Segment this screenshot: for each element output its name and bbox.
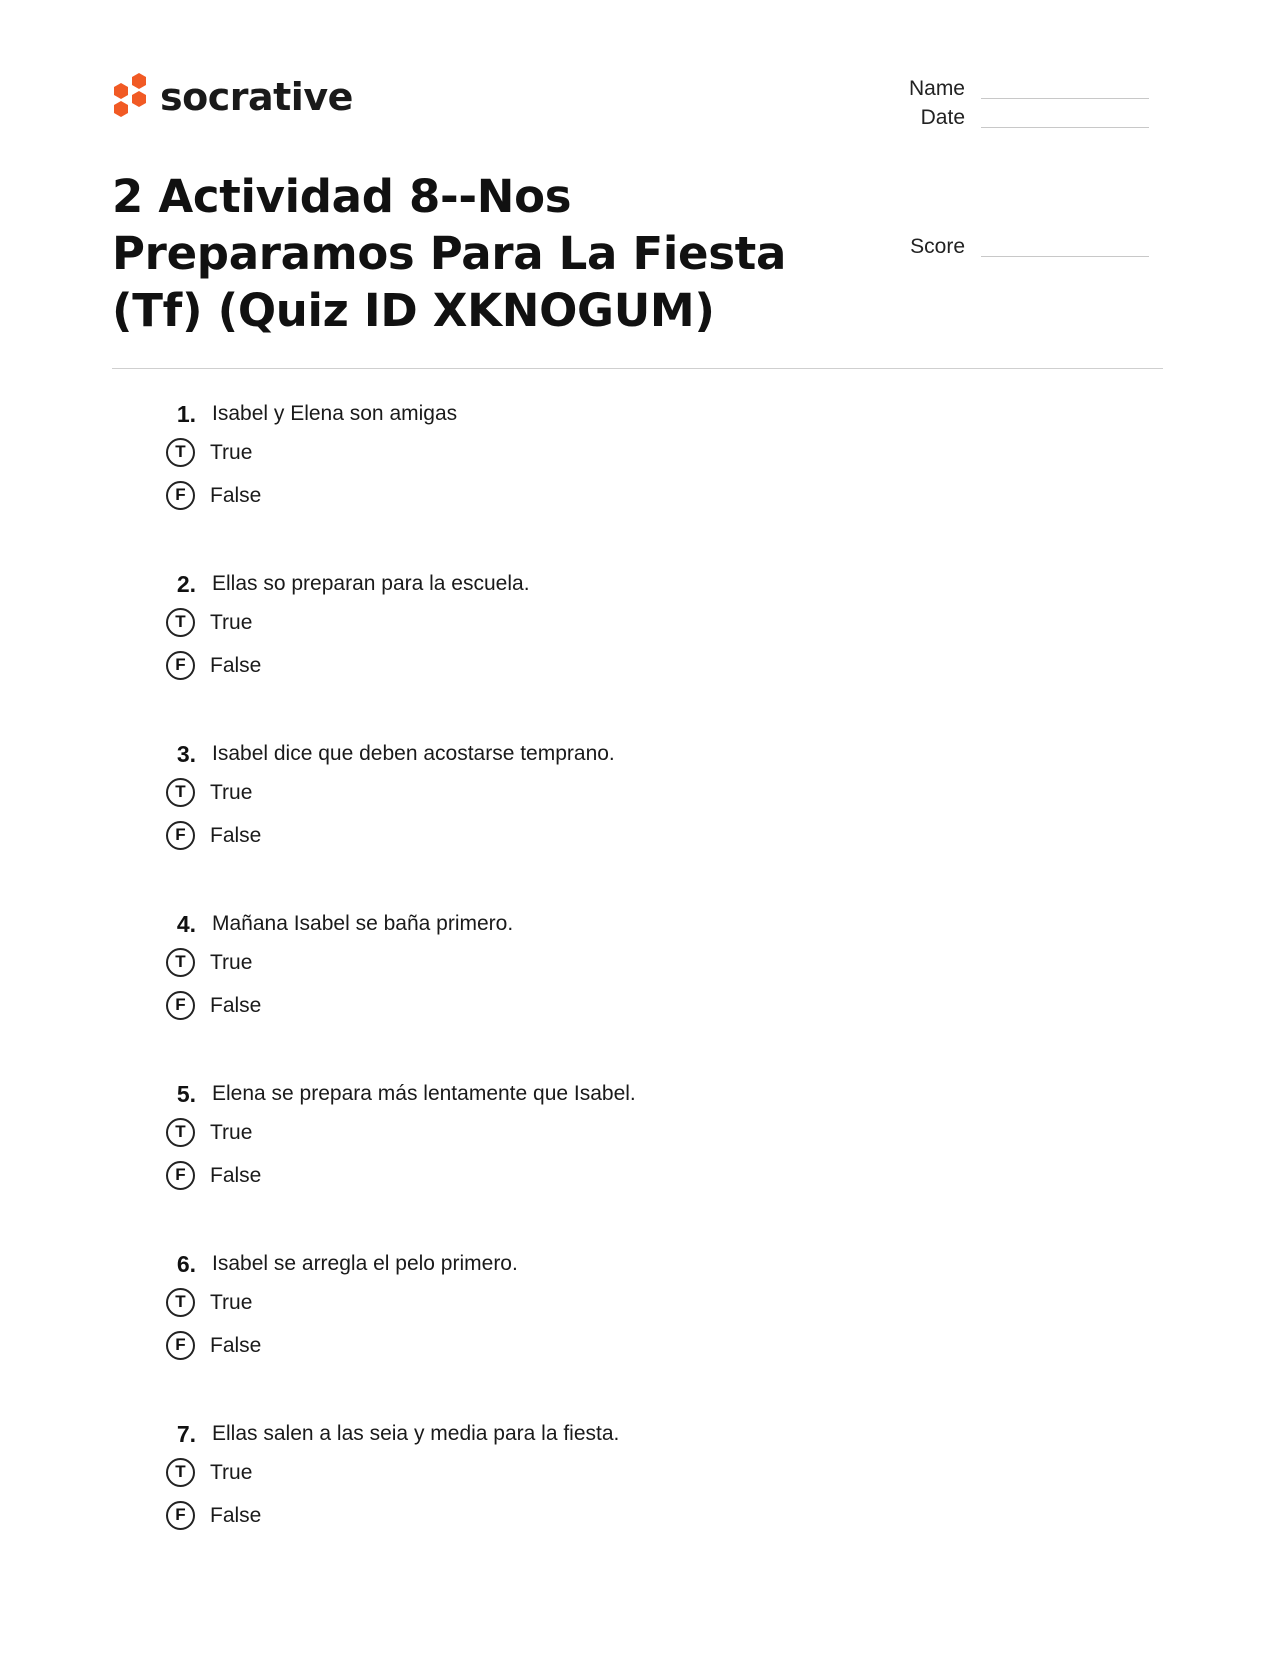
true-label: True <box>210 950 253 974</box>
false-bubble[interactable]: F <box>166 651 195 680</box>
false-label: False <box>210 653 262 677</box>
option-true[interactable] <box>166 1285 252 1319</box>
false-bubble[interactable]: F <box>166 1331 195 1360</box>
true-bubble[interactable]: T <box>166 948 195 977</box>
date-label: Date <box>920 106 965 129</box>
name-label: Name <box>908 77 965 100</box>
question-number: 2. <box>176 571 196 597</box>
false-label: False <box>210 1333 262 1357</box>
true-label: True <box>210 1120 253 1144</box>
option-true[interactable] <box>166 435 252 469</box>
false-bubble[interactable]: F <box>166 1161 195 1190</box>
true-label: True <box>210 1460 253 1484</box>
option-true[interactable] <box>166 605 252 639</box>
true-bubble[interactable]: T <box>166 1458 195 1487</box>
question-number: 7. <box>176 1421 196 1447</box>
option-false[interactable] <box>166 1328 261 1362</box>
true-label: True <box>210 440 253 464</box>
question-number: 4. <box>176 911 196 937</box>
true-bubble[interactable]: T <box>166 1118 195 1147</box>
false-label: False <box>210 483 262 507</box>
option-false[interactable] <box>166 1498 261 1532</box>
false-label: False <box>210 1503 262 1527</box>
false-bubble[interactable]: F <box>166 821 195 850</box>
question-text: Isabel dice que deben acostarse temprano. <box>212 742 615 765</box>
question-number: 1. <box>176 401 196 427</box>
option-true[interactable] <box>166 775 252 809</box>
true-bubble[interactable]: T <box>166 778 195 807</box>
question-text: Ellas so preparan para la escuela. <box>212 572 530 595</box>
option-false[interactable] <box>166 818 261 852</box>
question-text: Mañana Isabel se baña primero. <box>212 912 514 935</box>
question-text: Elena se prepara más lentamente que Isabel. <box>212 1082 636 1105</box>
option-false[interactable] <box>166 648 261 682</box>
option-false[interactable] <box>166 478 261 512</box>
false-bubble[interactable]: F <box>166 481 195 510</box>
false-label: False <box>210 1163 262 1187</box>
option-false[interactable] <box>166 988 261 1022</box>
option-true[interactable] <box>166 1455 252 1489</box>
false-bubble[interactable]: F <box>166 1501 195 1530</box>
brand-name: socrative <box>160 75 353 119</box>
question-text: Ellas salen a las seia y media para la fiesta. <box>212 1422 620 1445</box>
false-label: False <box>210 823 262 847</box>
score-label: Score <box>910 235 965 258</box>
question-number: 3. <box>176 741 196 767</box>
question-text: Isabel y Elena son amigas <box>212 402 458 425</box>
true-label: True <box>210 780 253 804</box>
true-bubble[interactable]: T <box>166 1288 195 1317</box>
false-bubble[interactable]: F <box>166 991 195 1020</box>
question-text: Isabel se arregla el pelo primero. <box>212 1252 518 1275</box>
option-false[interactable] <box>166 1158 261 1192</box>
true-bubble[interactable]: T <box>166 608 195 637</box>
question-number: 5. <box>176 1081 196 1107</box>
true-label: True <box>210 610 253 634</box>
true-label: True <box>210 1290 253 1314</box>
page-title: 2 Actividad 8--Nos Preparamos Para La Fiesta (Tf) (Quiz ID XKNOGUM) <box>112 170 787 337</box>
option-true[interactable] <box>166 1115 252 1149</box>
true-bubble[interactable]: T <box>166 438 195 467</box>
false-label: False <box>210 993 262 1017</box>
question-number: 6. <box>176 1251 196 1277</box>
option-true[interactable] <box>166 945 252 979</box>
